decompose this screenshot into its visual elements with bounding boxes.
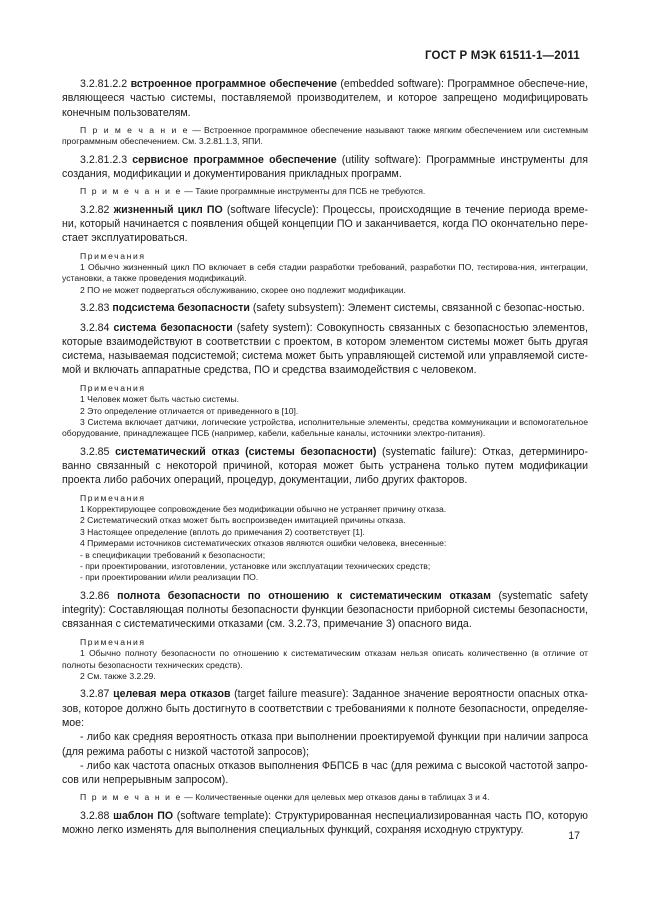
note-item: 3 Система включает датчики, логические устройства, исполнительные элементы, средства коммуникации и вспомогательное оборудование, принадлежащее ПСБ (например, кабели, кабельные каналы, источники электро-питания). (62, 416, 588, 439)
notes-safety-system (62, 383, 588, 440)
definition-embedded-software: 3.2.81.2.2 встроенное программное обеспечение (embedded software): Программное обеспече-ние, являющееся частью системы, поставляемой производителем, и которое запрещено модифицировать конечным пользователям. (62, 78, 588, 119)
note-item: 4 Примерами источников систематических отказов являются ошибки человека, внесенные: (80, 538, 447, 549)
notes-title: Примечания (80, 250, 146, 261)
note-item: 2 См. также 3.2.29. (80, 670, 156, 681)
target-failure-measure-option-high-demand: - либо как частота опасных отказов выполнения ФБПСБ в час (для режима с высокой частотой запро-сов или непрерывным запросом). (62, 759, 588, 787)
note-item: 2 Это определение отличается от приведенного в [10]. (80, 405, 299, 416)
note-utility-software: П р и м е ч а н и е — Такие программные инструменты для ПСБ не требуются. (80, 186, 426, 197)
note-item: - при проектировании и/или реализации ПО. (80, 572, 259, 583)
note-target-failure-measure: П р и м е ч а н и е — Количественные оценки для целевых мер отказов даны в таблицах 3 и 4. (80, 792, 490, 803)
note-item: - в спецификации требований к безопасности; (80, 549, 266, 560)
note-item: 1 Человек может быть частью системы. (80, 394, 240, 405)
notes-title: Примечания (80, 492, 146, 503)
notes-title: Примечания (80, 382, 146, 393)
note-embedded-software: П р и м е ч а н и е — Встроенное программное обеспечение называют также мягким обеспечением или системным программным обеспечением. См. 3.2.81.1.3, ЯПИ. (62, 124, 588, 147)
definition-software-template: 3.2.88 шаблон ПО (software template): Структурированная неспециализированная часть ПО, которую можно легко изменять для выполнения специальных функций, сохраняя исходную структуру. (62, 809, 588, 837)
note-item: 2 Систематический отказ может быть воспроизведен имитацией причины отказа. (80, 515, 406, 526)
document-body (62, 77, 588, 842)
page-number: 17 (568, 830, 580, 842)
definition-utility-software: 3.2.81.2.3 сервисное программное обеспечение (utility software): Программные инструменты для создания, модификации и документирования прикладных программ. (62, 153, 588, 180)
notes-title: Примечания (80, 636, 146, 647)
note-item: 1 Корректирующее сопровождение без модификации обычно не устраняет причину отказа. (80, 504, 447, 515)
document-header: ГОСТ Р МЭК 61511-1—2011 (424, 50, 580, 62)
notes-systematic-failure (62, 493, 588, 584)
note-item: 3 Настоящее определение (вплоть до примечания 2) соответствует [1]. (80, 526, 365, 537)
note-item: - при проектировании, изготовлении, установке или эксплуатации технических средств; (80, 561, 431, 572)
definition-safety-subsystem: 3.2.83 подсистема безопасности (safety subsystem): Элемент системы, связанной с безопас-ностью. (80, 302, 585, 315)
target-failure-measure-option-low-demand: - либо как средняя вероятность отказа при выполнении проектируемой функции при наличии запроса (для режима работы с низкой частотой запросов); (62, 731, 588, 758)
note-item: 1 Обычно полноту безопасности по отношению к систематическим отказам нельзя описать количественно (в отличие от полноты безопасности технических средств). (62, 648, 588, 670)
note-item: 2 ПО не может подвергаться обслуживанию, скорее оно подлежит модификации. (80, 284, 406, 295)
notes-systematic-safety-integrity (62, 637, 588, 683)
definition-target-failure-measure: 3.2.87 целевая мера отказов (target failure measure): Заданное значение вероятности опасных отка-зов, которое должно быть достигнуто в соответствии с требованиями к полноте безопасности, определяе-мое: (62, 688, 588, 729)
definition-software-lifecycle: 3.2.82 жизненный цикл ПО (software lifecycle): Процессы, происходящие в течение периода време-ни, который начинается с появления общей концепции ПО и заканчивается, когда ПО окончательно пере-стает эксплуатироваться. (62, 203, 588, 245)
definition-safety-system: 3.2.84 система безопасности (safety system): Совокупность связанных с безопасностью элементов, которые взаимодействуют в соответствии с проектом, в котором элементом системы может быть другая система, называемая подсистемой; система может быть управляющей системой или управляемой систе-мой и включать аппаратные средства, ПО и средства взаимодействия с человеком. (62, 321, 589, 377)
definition-systematic-safety-integrity: 3.2.86 полнота безопасности по отношению к систематическим отказам (systematic safety integrity): Составляющая полноты безопасности функции безопасности приборной системы безопасности, связанная с систематическими отказами (см. 3.2.73, примечание 3) опасного вида. (62, 589, 588, 631)
definition-systematic-failure: 3.2.85 систематический отказ (системы безопасности) (systematic failure): Отказ, детерминиро-ванно связанный с некоторой причиной, которая может быть устранена только путем модификации проекта либо рабочих операций, процедур, документации, либо других факторов. (62, 445, 588, 487)
note-item: 1 Обычно жизненный цикл ПО включает в себя стадии разработки требований, разработки ПО, тестирова-ния, интеграции, установки, а также проведения модификаций. (62, 262, 588, 284)
notes-software-lifecycle (62, 251, 588, 297)
